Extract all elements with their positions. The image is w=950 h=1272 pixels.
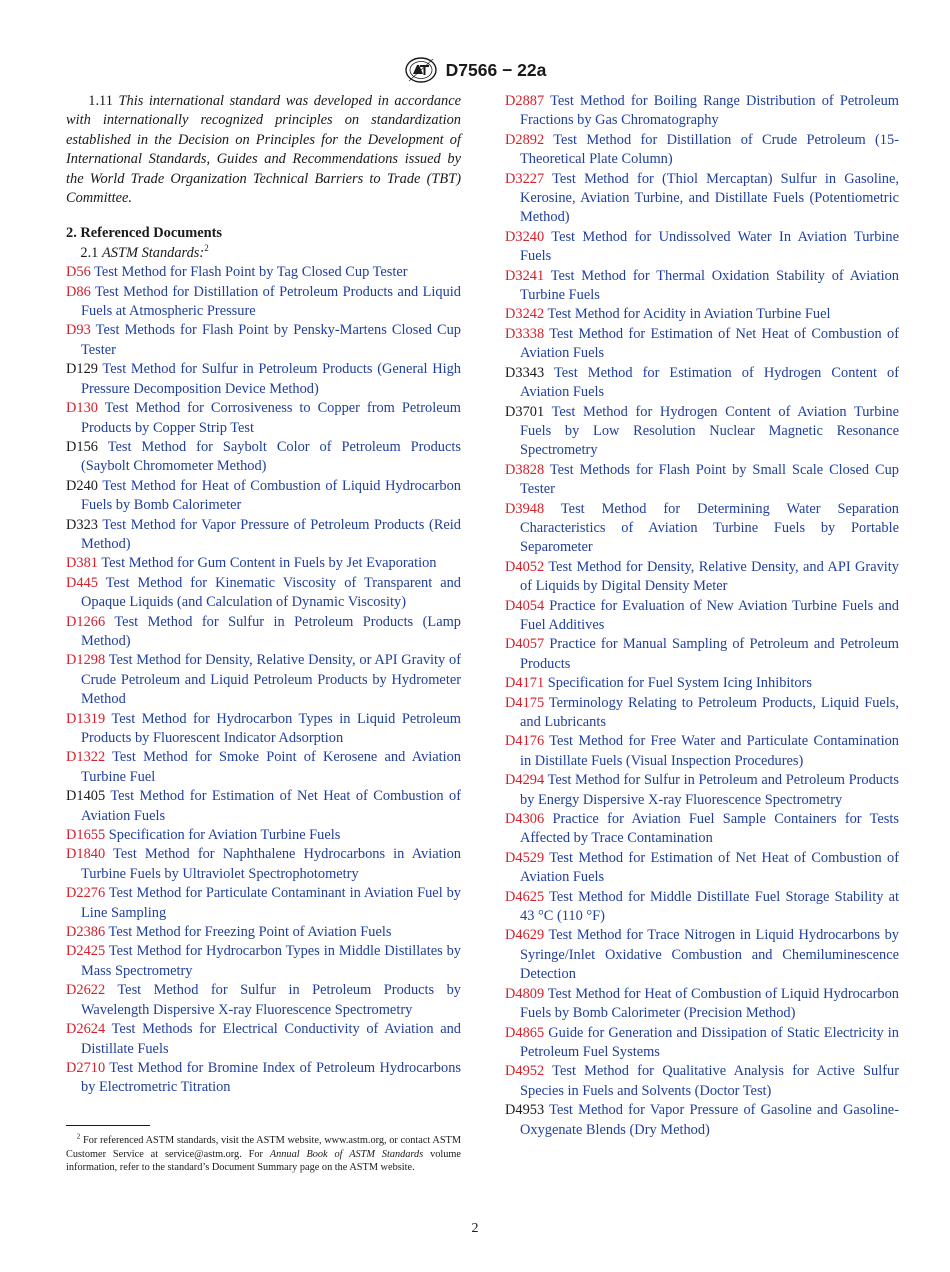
subsection-title: ASTM Standards:: [102, 244, 205, 261]
reference-entry[interactable]: [505, 597, 899, 636]
reference-code[interactable]: D3240: [505, 228, 545, 245]
reference-title[interactable]: Test Method for Acidity in Aviation Turbine Fuel: [547, 306, 831, 323]
reference-title[interactable]: Test Method for Naphthalene Hydrocarbons in Aviation Turbine Fuels by Ultraviolet Spectrophotometry: [81, 846, 461, 882]
reference-entry[interactable]: [66, 554, 461, 573]
reference-title[interactable]: Test Methods for Flash Point by Small Scale Closed Cup Tester: [520, 461, 899, 498]
reference-code[interactable]: D4176: [505, 733, 545, 750]
reference-title[interactable]: Specification for Fuel System Icing Inhibitors: [547, 675, 812, 692]
footnote: [66, 1134, 461, 1175]
reference-title[interactable]: Test Method for Freezing Point of Aviation Fuels: [108, 924, 392, 941]
reference-code[interactable]: D2624: [66, 1021, 106, 1038]
reference-title[interactable]: Test Method for Particulate Contaminant in Aviation Fuel by Line Sampling: [81, 885, 461, 921]
reference-title[interactable]: Test Method for Corrosiveness to Copper from Petroleum Products by Copper Strip Test: [81, 400, 461, 436]
page-number: 2: [471, 1221, 479, 1236]
reference-title[interactable]: Test Method for Estimation of Net Heat of Combustion of Aviation Fuels: [520, 325, 899, 362]
reference-code: D3343: [505, 364, 545, 381]
reference-code[interactable]: D3338: [505, 325, 545, 342]
reference-title[interactable]: Test Method for Kinematic Viscosity of Transparent and Opaque Liquids (and Calculation of Dynamic Viscosity): [81, 574, 461, 611]
reference-title[interactable]: Test Method for Sulfur in Petroleum Products (Lamp Method): [81, 613, 461, 649]
footnote-divider: [66, 1125, 150, 1126]
reference-title[interactable]: Test Method for Middle Distillate Fuel Storage Stability at 43 °C (110 °F): [520, 888, 899, 925]
reference-entry[interactable]: [505, 500, 899, 558]
reference-entry[interactable]: [66, 845, 461, 884]
reference-title[interactable]: Test Method for Hydrocarbon Types in Middle Distillates by Mass Spectrometry: [81, 943, 462, 979]
reference-code[interactable]: D1266: [66, 613, 106, 630]
reference-title[interactable]: Test Method for Heat of Combustion of Liquid Hydrocarbon Fuels by Bomb Calorimeter: [81, 477, 462, 514]
reference-entry[interactable]: [66, 613, 461, 652]
reference-title[interactable]: Test Method for Gum Content in Fuels by Jet Evaporation: [101, 555, 437, 572]
page-header: [0, 54, 950, 86]
reference-list-right: [505, 92, 899, 1140]
reference-code[interactable]: D4809: [505, 985, 545, 1002]
footnote-text-end: volume information, refer to the standard’s Document Summary page on the ASTM website.: [66, 1148, 461, 1174]
reference-code: D323: [66, 516, 98, 533]
reference-entry[interactable]: [66, 263, 461, 282]
reference-entry[interactable]: [505, 461, 899, 500]
reference-entry[interactable]: [66, 574, 461, 613]
reference-entry[interactable]: [505, 849, 899, 888]
reference-code[interactable]: D1322: [66, 749, 106, 766]
reference-title[interactable]: Test Method for Estimation of Net Heat of Combustion of Aviation Fuels: [520, 849, 899, 886]
reference-entry[interactable]: [66, 321, 461, 360]
reference-code[interactable]: D3242: [505, 306, 545, 323]
reference-title[interactable]: Test Method for Vapor Pressure of Gasoline and Gasoline-Oxygenate Blends (Dry Method): [520, 1102, 899, 1138]
reference-entry[interactable]: [505, 305, 899, 324]
reference-entry[interactable]: [66, 1020, 461, 1059]
reference-title[interactable]: Test Methods for Electrical Conductivity of Aviation and Distillate Fuels: [81, 1021, 462, 1057]
reference-entry[interactable]: [66, 283, 461, 322]
reference-code[interactable]: D4625: [505, 888, 545, 905]
reference-entry[interactable]: [505, 732, 899, 771]
reference-entry[interactable]: [505, 558, 899, 597]
reference-entry: [66, 360, 461, 399]
paragraph-number: 1.11: [88, 93, 113, 109]
reference-code[interactable]: D4054: [505, 597, 545, 614]
reference-entry: [66, 787, 461, 826]
reference-code[interactable]: D93: [66, 322, 91, 339]
reference-title[interactable]: Practice for Aviation Fuel Sample Containers for Tests Affected by Trace Contamination: [520, 811, 899, 847]
reference-code: D4953: [505, 1102, 545, 1119]
reference-title[interactable]: Test Method for Density, Relative Density, or API Gravity of Crude Petroleum and Liquid Petroleum Products by Hydrometer Method: [81, 652, 461, 708]
astm-logo-icon: [404, 55, 438, 85]
reference-title[interactable]: Test Method for Estimation of Net Heat of Combustion of Aviation Fuels: [81, 788, 461, 824]
reference-code[interactable]: D4171: [505, 675, 545, 692]
reference-code[interactable]: D2425: [66, 943, 106, 960]
reference-list-left: [66, 263, 461, 1097]
reference-entry[interactable]: [505, 985, 899, 1024]
footnote-marker[interactable]: 2: [204, 243, 209, 254]
reference-code: D1405: [66, 788, 106, 805]
reference-code[interactable]: D4052: [505, 558, 545, 575]
reference-title[interactable]: Test Method for Estimation of Hydrogen Content of Aviation Fuels: [520, 364, 899, 401]
reference-title[interactable]: Test Method for Qualitative Analysis for Active Sulfur Species in Fuels and Solvents (Doctor Test): [520, 1063, 899, 1099]
reference-title[interactable]: Test Method for Boiling Range Distribution of Petroleum Fractions by Gas Chromatography: [520, 93, 900, 129]
reference-entry[interactable]: [505, 674, 899, 693]
document-designation: D7566 − 22a: [445, 59, 547, 80]
reference-code: D240: [66, 477, 98, 494]
reference-title[interactable]: Test Method for Free Water and Particulate Contamination in Distillate Fuels (Visual Inspection Procedures): [520, 733, 900, 769]
subsection-number: 2.1: [80, 244, 99, 261]
reference-code: D3701: [505, 403, 545, 420]
reference-entry: [66, 477, 461, 516]
reference-entry[interactable]: [505, 1062, 899, 1101]
reference-title[interactable]: Test Method for Density, Relative Density, and API Gravity of Liquids by Digital Density Meter: [520, 558, 899, 595]
reference-entry: [505, 364, 899, 403]
reference-entry[interactable]: [505, 92, 899, 131]
reference-code[interactable]: D2887: [505, 93, 545, 109]
reference-title[interactable]: Test Method for Hydrocarbon Types in Liquid Petroleum Products by Fluorescent Indicator Adsorption: [81, 710, 461, 746]
reference-title[interactable]: Test Method for Distillation of Petroleum Products and Liquid Fuels at Atmospheric Pressure: [81, 283, 461, 320]
reference-title[interactable]: Guide for Generation and Dissipation of Static Electricity in Petroleum Fuel Systems: [520, 1024, 899, 1060]
reference-entry[interactable]: [505, 635, 899, 674]
reference-title[interactable]: Test Method for Smoke Point of Kerosene and Aviation Turbine Fuel: [81, 749, 461, 785]
reference-entry[interactable]: [66, 826, 461, 845]
reference-entry[interactable]: [505, 131, 899, 170]
reference-title[interactable]: Terminology Relating to Petroleum Products, Liquid Fuels, and Lubricants: [520, 694, 899, 730]
reference-code[interactable]: D2892: [505, 131, 545, 148]
reference-title[interactable]: Test Method for Undissolved Water In Aviation Turbine Fuels: [520, 228, 899, 265]
reference-code[interactable]: D3227: [505, 170, 545, 187]
reference-title[interactable]: Test Method for Trace Nitrogen in Liquid Hydrocarbons by Syringe/Inlet Oxidative Combustion and Chemiluminescence Detection: [520, 927, 899, 983]
reference-code[interactable]: D4629: [505, 927, 545, 944]
reference-code[interactable]: D130: [66, 400, 98, 417]
reference-code[interactable]: D4294: [505, 772, 545, 789]
reference-title[interactable]: Test Method for Heat of Combustion of Liquid Hydrocarbon Fuels by Bomb Calorimeter (Precision Method): [520, 985, 899, 1022]
reference-title[interactable]: Test Method for Vapor Pressure of Petroleum Products (Reid Method): [81, 516, 461, 552]
reference-code[interactable]: D1840: [66, 846, 106, 863]
reference-entry[interactable]: [66, 399, 461, 438]
reference-code[interactable]: D4952: [505, 1063, 545, 1080]
reference-title[interactable]: Test Method for Flash Point by Tag Closed Cup Tester: [94, 264, 408, 281]
reference-code[interactable]: D3948: [505, 500, 545, 517]
reference-title[interactable]: Test Method for (Thiol Mercaptan) Sulfur in Gasoline, Kerosine, Aviation Turbine, and Distillate Fuels (Potentiometric Method): [520, 170, 899, 226]
reference-code[interactable]: D2710: [66, 1059, 106, 1076]
reference-entry[interactable]: [505, 170, 899, 228]
reference-code[interactable]: D1319: [66, 710, 106, 727]
reference-entry[interactable]: [66, 981, 461, 1020]
reference-entry[interactable]: [505, 228, 899, 267]
reference-code[interactable]: D56: [66, 264, 91, 281]
reference-entry[interactable]: [66, 884, 461, 923]
reference-code[interactable]: D4529: [505, 849, 545, 866]
reference-entry[interactable]: [66, 942, 461, 981]
reference-entry: [66, 516, 461, 555]
reference-title[interactable]: Test Method for Saybolt Color of Petroleum Products (Saybolt Chromometer Method): [81, 438, 461, 475]
reference-code[interactable]: D1655: [66, 827, 106, 844]
footnote-book-title: Annual Book of ASTM Standards: [269, 1148, 424, 1160]
reference-entry[interactable]: [505, 1024, 899, 1063]
left-column: [66, 92, 461, 1098]
reference-title[interactable]: Specification for Aviation Turbine Fuels: [108, 827, 341, 844]
reference-code[interactable]: D4057: [505, 636, 545, 653]
reference-code[interactable]: D2622: [66, 982, 106, 999]
reference-entry: [66, 438, 461, 477]
reference-entry[interactable]: [66, 651, 461, 709]
reference-title[interactable]: Test Method for Hydrogen Content of Aviation Turbine Fuels by Low Resolution Nuclear Magnetic Resonance Spectrometry: [520, 403, 900, 459]
reference-title[interactable]: Test Method for Thermal Oxidation Stability of Aviation Turbine Fuels: [520, 267, 899, 304]
reference-entry[interactable]: [505, 810, 899, 849]
reference-code[interactable]: D4175: [505, 694, 545, 711]
reference-entry[interactable]: [505, 325, 899, 364]
reference-title[interactable]: Test Method for Sulfur in Petroleum and Petroleum Products by Energy Dispersive X-ray Fluorescence Spectrometry: [520, 772, 899, 808]
reference-title[interactable]: Test Method for Bromine Index of Petroleum Hydrocarbons by Electrometric Titration: [81, 1059, 461, 1096]
reference-entry[interactable]: [505, 888, 899, 927]
reference-code[interactable]: D4865: [505, 1024, 545, 1041]
reference-code[interactable]: D2386: [66, 924, 106, 941]
footnote-text-start: For referenced ASTM standards, visit the ASTM website, www.astm.org, or contact ASTM Customer Service at service@astm.org. For: [66, 1135, 462, 1160]
intro-paragraph: [66, 92, 461, 208]
reference-code[interactable]: D445: [66, 574, 98, 591]
reference-code[interactable]: D2276: [66, 885, 106, 902]
reference-entry[interactable]: [505, 926, 899, 984]
reference-entry: [505, 403, 899, 461]
reference-code[interactable]: D4306: [505, 811, 545, 828]
right-column: [505, 92, 899, 1140]
reference-entry[interactable]: [505, 694, 899, 733]
reference-code[interactable]: D1298: [66, 652, 106, 669]
reference-title[interactable]: Practice for Manual Sampling of Petroleum and Petroleum Products: [520, 636, 899, 672]
reference-title[interactable]: Test Method for Sulfur in Petroleum Products by Wavelength Dispersive X-ray Fluorescence Spectrometry: [81, 982, 461, 1018]
reference-code: D156: [66, 438, 98, 455]
reference-entry[interactable]: [66, 710, 461, 749]
reference-entry: [505, 1101, 899, 1140]
reference-title[interactable]: Test Method for Distillation of Crude Petroleum (15-Theoretical Plate Column): [520, 131, 899, 168]
reference-entry[interactable]: [66, 1059, 461, 1098]
paragraph-text: This international standard was developed in accordance with internationally recognized principles on standardization established in the Decision on Principles for the Development of International Standards, Guides and Recommendations issued by the World Trade Organization Technical Barriers to Trade (TBT) Committee.: [66, 93, 461, 207]
reference-code[interactable]: D86: [66, 283, 91, 300]
reference-title[interactable]: Test Method for Sulfur in Petroleum Products (General High Pressure Decomposition Device Method): [81, 361, 462, 397]
footnote-number: 2: [76, 1132, 81, 1141]
reference-title[interactable]: Test Methods for Flash Point by Pensky-Martens Closed Cup Tester: [81, 322, 462, 358]
reference-title[interactable]: Test Method for Determining Water Separation Characteristics of Aviation Turbine Fuels by Portable Separometer: [520, 500, 899, 556]
reference-entry[interactable]: [505, 771, 899, 810]
reference-code: D129: [66, 361, 98, 378]
reference-code[interactable]: D3828: [505, 461, 545, 478]
section-heading: 2. Referenced Documents: [66, 225, 222, 242]
reference-title[interactable]: Practice for Evaluation of New Aviation Turbine Fuels and Fuel Additives: [520, 597, 899, 633]
reference-code[interactable]: D3241: [505, 267, 545, 284]
reference-entry[interactable]: [66, 748, 461, 787]
reference-code[interactable]: D381: [66, 555, 98, 572]
subsection-label: [66, 244, 461, 263]
reference-entry[interactable]: [66, 923, 461, 942]
reference-entry[interactable]: [505, 267, 899, 306]
